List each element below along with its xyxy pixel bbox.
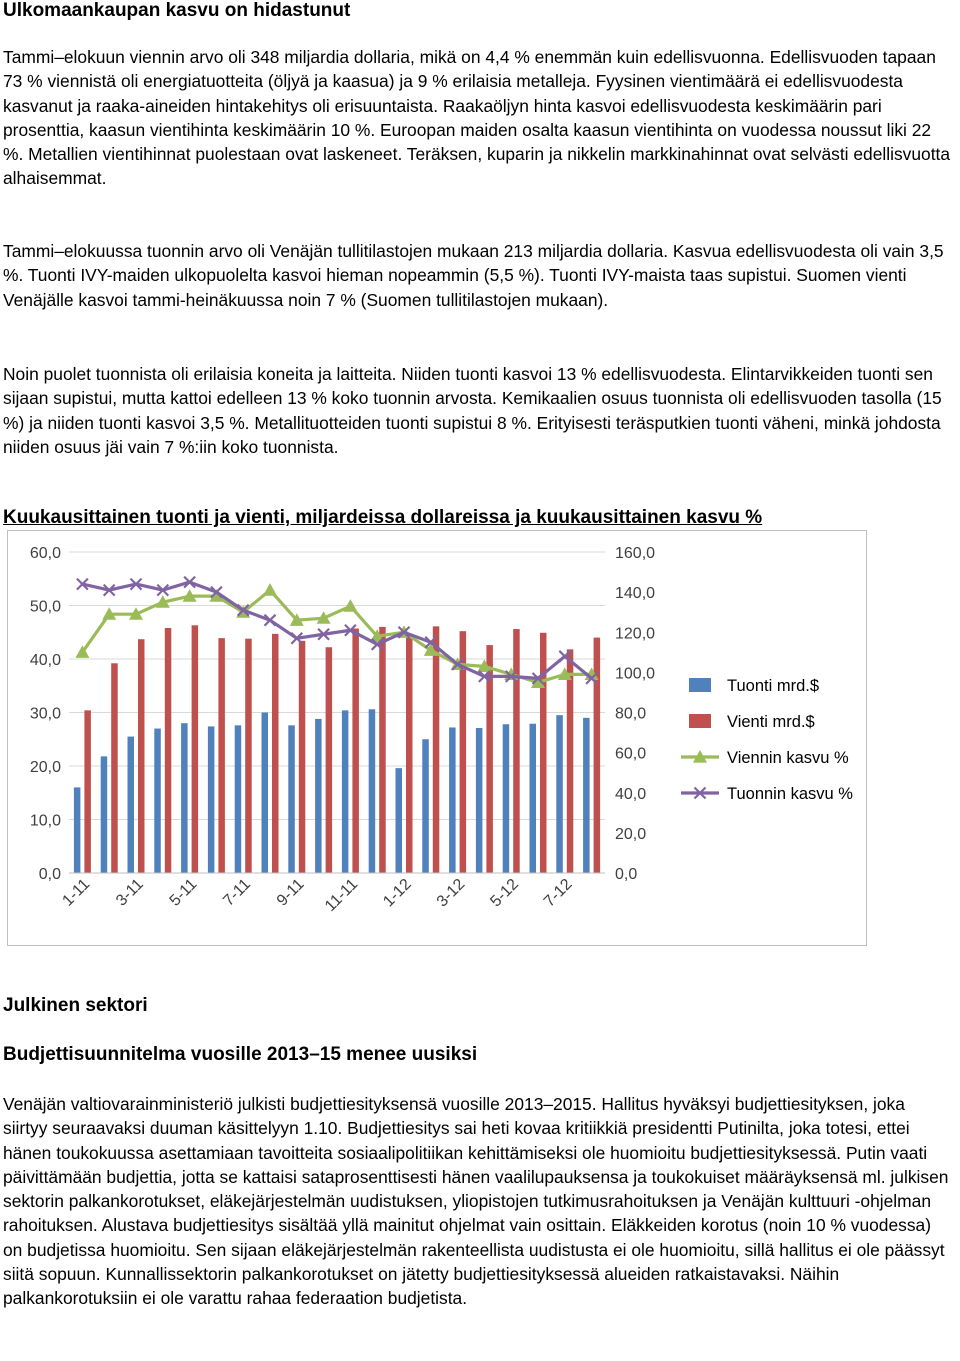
y-right-tick-label: 140,0: [615, 585, 656, 603]
y-right-tick-label: 100,0: [615, 665, 656, 683]
paragraph-exports: Tammi–elokuun viennin arvo oli 348 miljardia dollaria, mikä on 4,4 % enemmän kuin edellisvuonna. Edellisvuoden tapaan 73 % viennistä oli energiatuotteita (öljyä ja kaasua) ja 9 % erilaisia metalleja. Fyysinen vientimäärä ei edellisvuodesta kasvanut ja raaka-aineiden hintakehitys oli erisuuntaista. Raakaöljyn hinta kasvoi edellisvuodesta keskimäärin pari prosenttia, kaasun vientihinta keskimäärin 10 %. Euroopan maiden osalta kaasun vientihinta on vuodessa noussut liki 22 %. Metallien vientihinnat puolestaan ovat laskeneet. Teräksen, kuparin ja nikkelin markkinahinnat ovat selvästi edellisvuotta alhaisemmat.: [3, 47, 951, 189]
section-heading-budget: Budjettisuunnitelma vuosille 2013–15 menee uusiksi: [3, 1044, 478, 1065]
y-right-tick-label: 20,0: [615, 825, 647, 843]
paragraph-import-structure: Noin puolet tuonnista oli erilaisia koneita ja laitteita. Niiden tuonti kasvoi 13 % edellisvuodesta. Elintarvikkeiden tuonti sen sijaan supistui, mutta kattoi edelleen 13 % koko tuonnin arvosta. Kemikaalien osuus tuonnista oli edellisvuoden tasolla (15 %) ja niiden tuonti kasvoi 3,5 %. Metallituotteiden tuonti supistui 8 %. Erityisesti teräsputkien tuonti väheni, minkä johdosta niiden osuus jäi vain 7 %:iin koko tuonnista.: [3, 364, 942, 457]
x-tick-label: 11-11: [321, 875, 362, 916]
bar-vienti: [165, 628, 172, 873]
x-tick-label: 3-11: [112, 875, 147, 910]
bar-vienti: [84, 710, 91, 873]
bar-vienti: [540, 633, 547, 873]
bar-tuonti: [369, 709, 376, 873]
bar-tuonti: [422, 739, 429, 873]
x-tick-label: 5-11: [166, 875, 201, 910]
x-tick-label: 7-11: [220, 875, 255, 910]
trade-chart: [7, 530, 867, 946]
bar-tuonti: [530, 724, 537, 873]
bar-tuonti: [101, 756, 108, 873]
x-tick-label: 1-11: [59, 875, 94, 910]
legend-label: Tuonti mrd.$: [727, 677, 820, 695]
legend-swatch: [689, 678, 711, 692]
bar-tuonti: [235, 725, 242, 873]
bar-tuonti: [262, 713, 269, 874]
bar-tuonti: [315, 719, 322, 873]
y-right-tick-label: 0,0: [615, 866, 638, 883]
y-left-tick-label: 10,0: [29, 812, 61, 830]
bar-tuonti: [449, 727, 456, 873]
y-left-tick-label: 40,0: [29, 652, 61, 669]
bar-vienti: [379, 627, 386, 873]
bar-tuonti: [556, 715, 563, 873]
section-heading-public-sector: Julkinen sektori: [3, 995, 148, 1016]
x-tick-label: 3-12: [433, 875, 469, 911]
y-right-tick-label: 40,0: [615, 785, 647, 803]
x-tick-label: 1-12: [380, 875, 415, 911]
x-tick-label: 5-12: [487, 875, 523, 911]
bar-vienti: [352, 629, 359, 873]
bar-tuonti: [503, 724, 510, 873]
x-tick-label: 7-12: [540, 875, 576, 911]
bar-tuonti: [154, 729, 161, 873]
bar-vienti: [406, 638, 413, 873]
paragraph-budget: Venäjän valtiovarainministeriö julkisti budjettiesityksensä vuosille 2013–2015. Hallitus hyväksyi budjettiesityksen, joka siirtyy seuraavaksi duuman käsittelyyn 1.10. Budjettiesitys sai heti kovaa kritiikkiä presidentti Putinilta, joka totesi, ettei hänen toukokuussa asettamiaan tavoitteita sosiaalipolitiikan kehittämiseksi ole huomioitu budjettiesityksessä. Putin vaati päivittämään budjettia, jotta se kattaisi sataprosenttisesti hänen vaalilupauksensa ja toukokuiset määräyksensä ml. julkisen sektorin palkankorotukset, eläkejärjestelmän uudistuksen, yliopistojen tutkimusrahoituksen ja Venäjän kulttuuri -ohjelman rahoituksen. Alustava budjettiesitys sisältää yllä mainitut ohjelmat vain osittain. Eläkkeiden korotus (noin 10 % vuodessa) on budjetissa huomioitu. Sen sijaan eläkejärjestelmän rakenteellista uudistusta ei ole huomioitu, sillä hallitus ei ole päässyt siitä sopuun. Kunnallissektorin palkankorotukset on jätetty budjettiesityksessä alueiden ratkaistavaksi. Näihin palkankorotuksiin ei ole varattu rahaa federaation budjetista.: [3, 1094, 949, 1309]
paragraph-imports: Tammi–elokuussa tuonnin arvo oli Venäjän tullitilastojen mukaan 213 miljardia dollaria. Kasvua edellisvuodesta oli vain 3,5 %. Tuonti IVY-maiden ulkopuolelta kasvoi hieman nopeammin (5,5 %). Tuonti IVY-maista taas supistui. Suomen vienti Venäjälle kasvoi tammi-heinäkuussa noin 7 % (Suomen tullitilastojen mukaan).: [3, 241, 944, 310]
bar-vienti: [138, 639, 145, 873]
y-left-tick-label: 50,0: [29, 598, 61, 616]
bar-tuonti: [208, 726, 215, 873]
legend-label: Viennin kasvu %: [727, 749, 849, 767]
bar-tuonti: [396, 768, 403, 873]
x-tick-label: 9-11: [273, 875, 308, 910]
y-right-tick-label: 160,0: [615, 545, 656, 562]
chart-heading: Kuukausittainen tuonti ja vienti, miljardeissa dollareissa ja kuukausittainen kasvu %: [3, 507, 763, 528]
bar-vienti: [326, 647, 333, 873]
bar-vienti: [567, 649, 574, 873]
bar-vienti: [433, 626, 440, 873]
bar-tuonti: [181, 723, 188, 873]
y-left-tick-label: 0,0: [38, 866, 61, 883]
bar-tuonti: [342, 710, 349, 873]
legend-swatch: [689, 714, 711, 728]
bar-vienti: [245, 639, 252, 873]
bar-vienti: [192, 625, 199, 873]
bar-tuonti: [476, 728, 483, 873]
bar-tuonti: [74, 787, 81, 873]
bar-tuonti: [583, 718, 590, 873]
section-heading-trade: Ulkomaankaupan kasvu on hidastunut: [3, 0, 351, 21]
y-right-tick-label: 120,0: [615, 625, 656, 643]
bar-tuonti: [288, 725, 295, 873]
bar-vienti: [513, 629, 520, 873]
y-right-tick-label: 80,0: [615, 705, 647, 723]
bar-vienti: [272, 634, 279, 873]
y-left-tick-label: 20,0: [29, 759, 61, 776]
y-left-tick-label: 30,0: [29, 705, 61, 723]
legend-label: Vienti mrd.$: [727, 713, 815, 731]
y-right-tick-label: 60,0: [615, 745, 647, 763]
legend-label: Tuonnin kasvu %: [727, 785, 853, 803]
y-left-tick-label: 60,0: [29, 545, 61, 562]
bar-vienti: [111, 663, 118, 873]
bar-vienti: [299, 641, 306, 873]
bar-tuonti: [128, 737, 135, 873]
chart-svg: [7, 530, 867, 946]
bar-vienti: [218, 638, 225, 873]
